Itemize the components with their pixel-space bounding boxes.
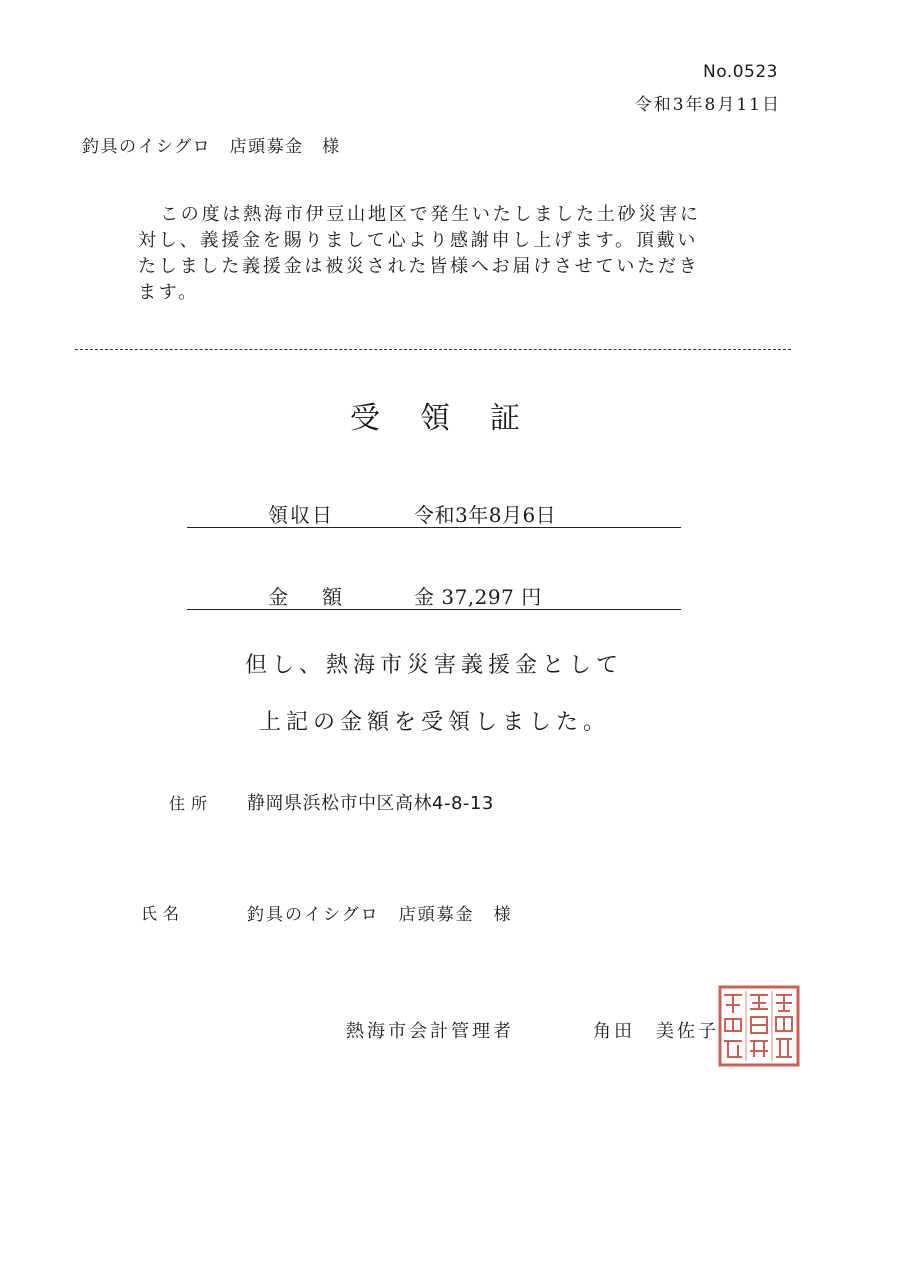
address-value: 静岡県浜松市中区高林4-8-13 (247, 793, 494, 814)
purpose-text-line2: 上記の金額を受領しました。 (259, 710, 611, 735)
name-label: 氏名 (141, 904, 186, 923)
thanks-message: この度は熱海市伊豆山地区で発生いたしました土砂災害に対し、義援金を賜りまして心より感謝申し上げます。頂戴いたしました義援金は被災された皆様へお届けさせていただきます。 (138, 204, 701, 303)
cut-line-divider (75, 349, 791, 350)
official-seal-stamp (718, 985, 800, 1067)
amount-label: 金額 (268, 585, 376, 609)
issuer-name: 角田 美佐子 (593, 1021, 719, 1042)
received-date-value: 令和3年8月6日 (414, 503, 557, 527)
purpose-text-line1: 但し、熱海市災害義援金として (245, 653, 624, 678)
receipt-title: 受領証 (350, 401, 560, 436)
received-date-underline (187, 527, 681, 528)
received-date-label: 領収日 (268, 503, 334, 527)
address-label: 住所 (169, 794, 214, 813)
name-value: 釣具のイシグロ 店頭募金 様 (247, 905, 513, 925)
issue-date: 令和3年8月11日 (634, 95, 781, 115)
issuer-title: 熱海市会計管理者 (346, 1021, 514, 1042)
amount-value: 金 37,297 円 (414, 585, 542, 609)
document-number: No.0523 (703, 62, 778, 82)
recipient-name: 釣具のイシグロ 店頭募金 様 (82, 137, 341, 157)
amount-underline (187, 609, 681, 610)
